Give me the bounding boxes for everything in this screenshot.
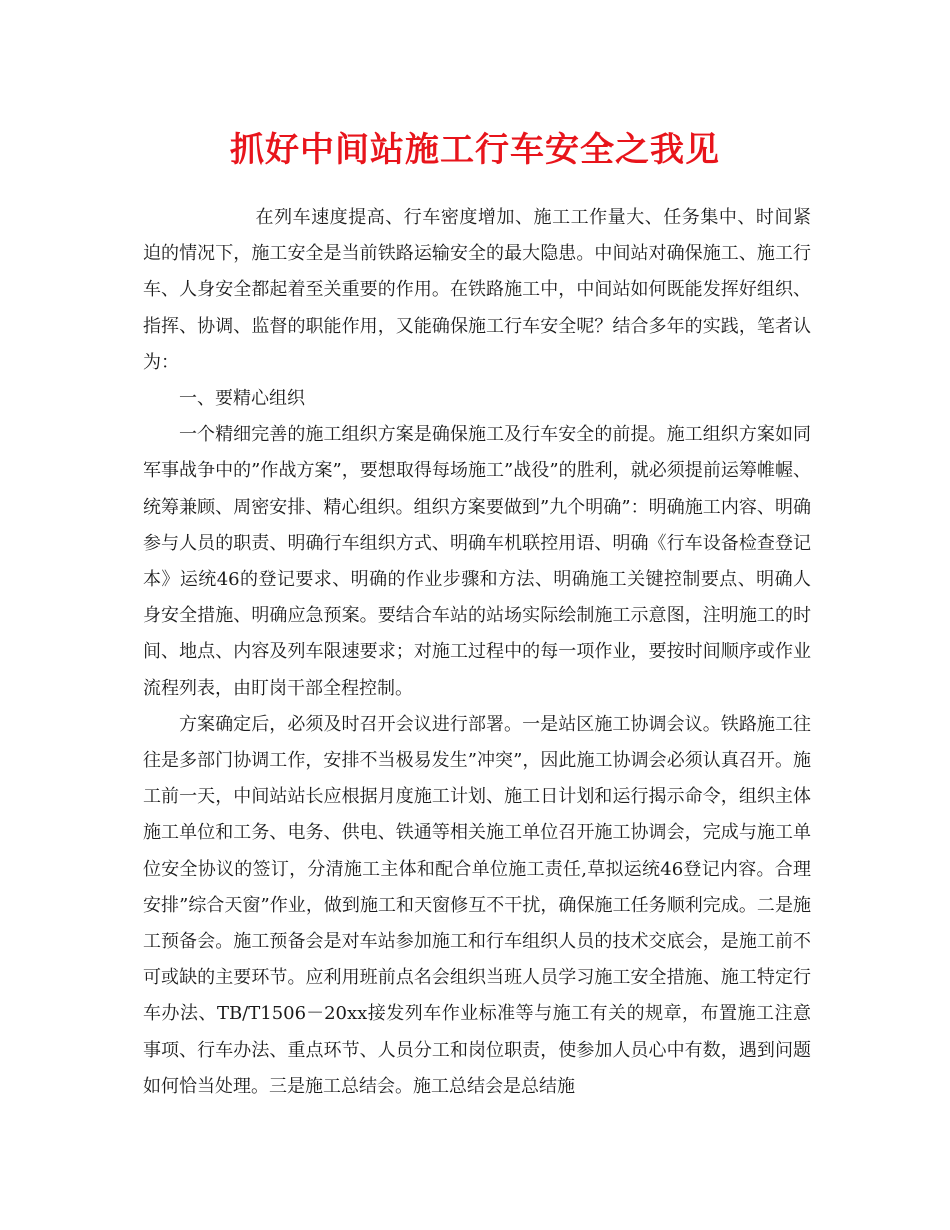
- document-title: 抓好中间站施工行车安全之我见: [230, 130, 720, 170]
- section-heading: 一、要精心组织: [179, 388, 305, 410]
- paragraph-organization-plan: 一个精细完善的施工组织方案是确保施工及行车安全的前提。施工组织方案如同军事战争中的”作战方案”，要想取得每场施工”战役”的胜利，就必须提前运筹帷幄、统筹兼顾、周密安排、精心组织。组织方案要做到”九个明确”：明确施工内容、明确参与人员的职责、明确行车组织方式、明确车机联控用语、明确《行车设备检查登记本》运统46的登记要求、明确的作业步骤和方法、明确施工关键控制要点、明确人身安全措施、明确应急预案。要结合车站的站场实际绘制施工示意图，注明施工的时间、地点、内容及列车限速要求；对施工过程中的每一项作业，要按时间顺序或作业流程列表，由盯岗干部全程控制。: [143, 424, 811, 699]
- paragraph-intro-text: 在列车速度提高、行车密度增加、施工工作量大、任务集中、时间紧迫的情况下，施工安全是当前铁路运输安全的最大隐患。中间站对确保施工、施工行车、人身安全都起着至关重要的作用。在铁路施工中，中间站如何既能发挥好组织、指挥、协调、监督的职能作用，又能确保施工行车安全呢？结合多年的实践，笔者认为：: [143, 207, 811, 373]
- paragraph-meetings: 方案确定后，必须及时召开会议进行部署。一是站区施工协调会议。铁路施工往往是多部门协调工作，安排不当极易发生”冲突”，因此施工协调会必须认真召开。施工前一天，中间站站长应根据月度施工计划、施工日计划和运行揭示命令，组织主体施工单位和工务、电务、供电、铁通等相关施工单位召开施工协调会，完成与施工单位安全协议的签订，分清施工主体和配合单位施工责任,草拟运统46登记内容。合理安排”综合天窗”作业，做到施工和天窗修互不干扰，确保施工任务顺利完成。二是施工预备会。施工预备会是对车站参加施工和行车组织人员的技术交底会，是施工前不可或缺的主要环节。应利用班前点名会组织当班人员学习施工安全措施、施工特定行车办法、TB/T1506－20xx接发列车作业标准等与施工有关的规章，布置施工注意事项、行车办法、重点环节、人员分工和岗位职责，使参加人员心中有数，遇到问题如何恰当处理。三是施工总结会。施工总结会是总结施: [143, 713, 811, 1097]
- document-body: [143, 200, 811, 1105]
- paragraph-intro: [143, 200, 811, 381]
